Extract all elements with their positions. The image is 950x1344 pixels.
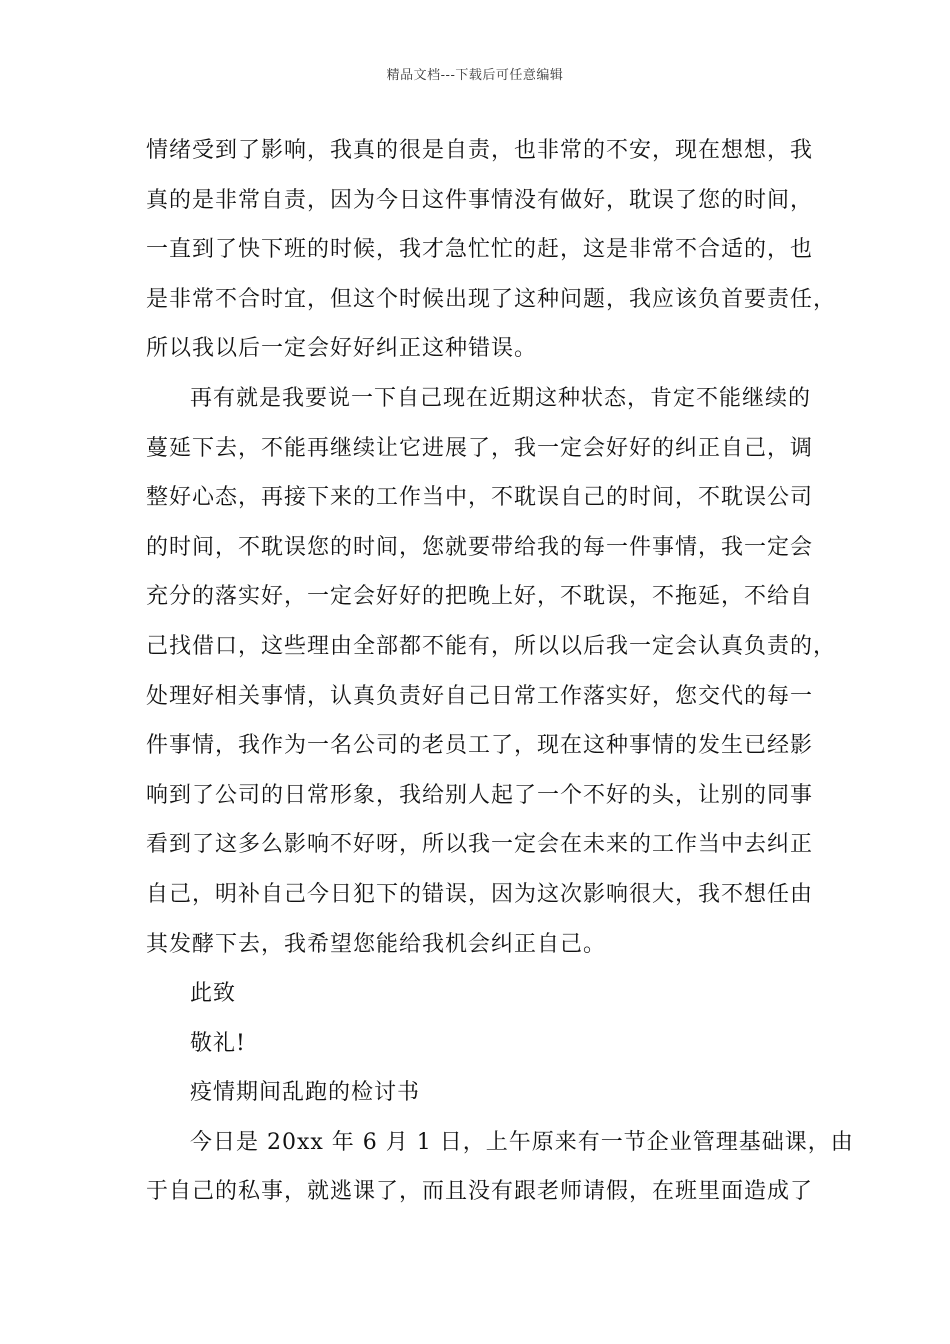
text-line: 响到了公司的日常形象，我给别人起了一个不好的头，让别的同事 <box>146 782 814 808</box>
text-line: 蔓延下去，不能再继续让它进展了，我一定会好好的纠正自己，调 <box>146 435 814 461</box>
text-line: 情绪受到了影响，我真的很是自责，也非常的不安，现在想想，我 <box>146 138 814 163</box>
text-line: 整好心态，再接下来的工作当中，不耽误自己的时间，不耽误公司 <box>146 485 814 511</box>
text-line: 件事情，我作为一名公司的老员工了，现在这种事情的发生已经影 <box>146 733 814 759</box>
text-line: 己找借口，这些理由全部都不能有，所以以后我一定会认真负责的， <box>146 633 837 659</box>
text-line: 一直到了快下班的时候，我才急忙忙的赶，这是非常不合适的，也 <box>146 237 814 263</box>
text-line: 自己，明补自己今日犯下的错误，因为这次影响很大，我不想任由 <box>146 881 814 907</box>
text-line: 于自己的私事，就逃课了，而且没有跟老师请假，在班里面造成了 <box>146 1179 814 1205</box>
closing-regards: 敬礼! <box>190 1030 246 1056</box>
paragraph-start-line: 再有就是我要说一下自己现在近期这种状态，肯定不能继续的 <box>190 385 812 411</box>
text-line: 真的是非常自责，因为今日这件事情没有做好，耽误了您的时间， <box>146 187 814 213</box>
paragraph-start-line: 今日是 20xx 年 6 月 1 日，上午原来有一节企业管理基础课，由 <box>190 1129 854 1155</box>
document-body <box>146 126 854 1217</box>
text-line: 的时间，不耽误您的时间，您就要带给我的每一件事情，我一定会 <box>146 534 814 560</box>
text-line: 所以我以后一定会好好纠正这种错误。 <box>146 336 538 362</box>
closing-salutation: 此致 <box>190 981 237 1007</box>
text-line: 处理好相关事情，认真负责好自己日常工作落实好，您交代的每一 <box>146 683 814 709</box>
section-title: 疫情期间乱跑的检讨书 <box>190 1080 421 1106</box>
page-header: 精品文档---下载后可任意编辑 <box>386 68 564 83</box>
text-line: 充分的落实好，一定会好好的把晚上好，不耽误，不拖延，不给自 <box>146 584 814 610</box>
text-line: 其发酵下去，我希望您能给我机会纠正自己。 <box>146 931 607 957</box>
text-line: 看到了这多么影响不好呀，所以我一定会在未来的工作当中去纠正 <box>146 832 814 858</box>
text-line: 是非常不合时宜，但这个时候出现了这种问题，我应该负首要责任， <box>146 286 837 312</box>
